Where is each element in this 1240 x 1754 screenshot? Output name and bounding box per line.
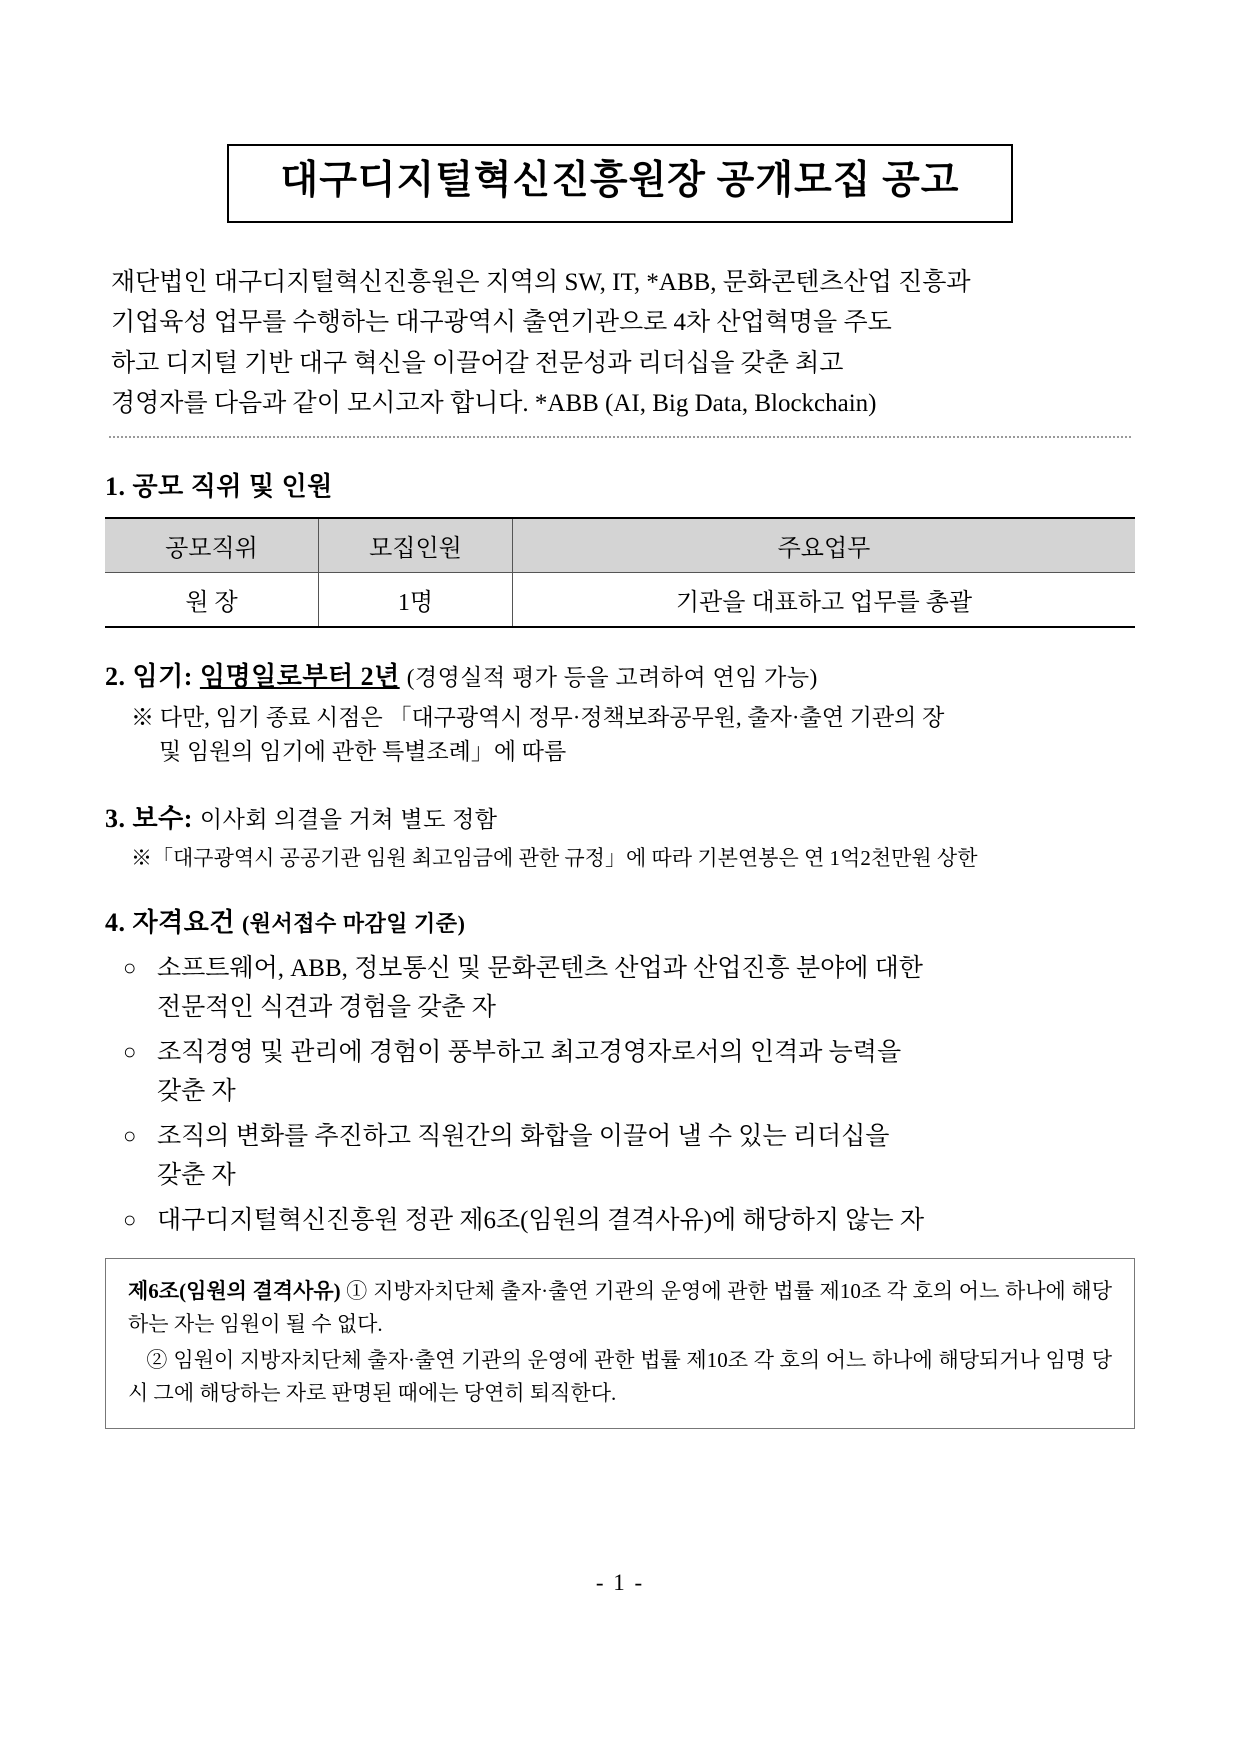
section-4-paren: (원서접수 마감일 기준) xyxy=(241,911,466,937)
section-4-heading xyxy=(105,902,1135,939)
bullet-circle-icon: ○ xyxy=(123,955,137,981)
bullet-circle-icon: ○ xyxy=(123,1123,137,1149)
list-item xyxy=(123,1117,1135,1195)
list-item-line: 대구디지털혁신진흥원 정관 제6조(임원의 결격사유)에 해당하지 않는 자 xyxy=(157,1207,925,1235)
list-item-text xyxy=(157,1201,1135,1240)
table-row xyxy=(105,572,1135,627)
table-header-count: 모집인원 xyxy=(319,518,513,573)
intro-line-2 xyxy=(111,303,1129,344)
intro-line-4-text: 경영자를 다음과 같이 모시고자 합니다. *ABB (AI, Big Data, Blockchain) xyxy=(111,390,877,418)
intro-line-2-text: 기업육성 업무를 수행하는 대구광역시 출연기관으로 4차 산업혁명을 주도 xyxy=(111,309,892,337)
intro-paragraph xyxy=(105,263,1135,425)
intro-line-3-text: 하고 디지털 기반 대구 혁신을 이끌어갈 전문성과 리더십을 갖춘 최고 xyxy=(111,349,844,377)
section-2-label: 임기: xyxy=(132,661,193,691)
intro-line-1-text: 재단법인 대구디지털혁신진흥원은 지역의 SW, IT, *ABB, 문화콘텐츠산업 진흥과 xyxy=(111,268,971,296)
list-item-line: 갖춘 자 xyxy=(157,1078,236,1106)
section-4 xyxy=(105,902,1135,1240)
section-2-heading xyxy=(105,656,1135,693)
article-6-label: 제6조(임원의 결격사유) xyxy=(128,1279,341,1304)
list-item-line: 조직경영 및 관리에 경험이 풍부하고 최고경영자로서의 인격과 능력을 xyxy=(157,1039,902,1067)
article-6-paragraph-2 xyxy=(128,1344,1112,1409)
intro-line-4 xyxy=(111,384,1129,425)
section-1 xyxy=(105,466,1135,628)
section-3-number: 3. xyxy=(105,803,126,833)
list-item-line: 전문적인 식견과 경험을 갖춘 자 xyxy=(157,994,496,1022)
dotted-divider xyxy=(109,435,1131,438)
intro-line-1 xyxy=(111,263,1129,304)
title-box xyxy=(227,144,1014,223)
intro-line-3 xyxy=(111,344,1129,385)
cell-count: 1명 xyxy=(319,572,513,627)
section-3 xyxy=(105,798,1135,875)
section-1-heading: 1. 공모 직위 및 인원 xyxy=(105,471,333,501)
list-item xyxy=(123,1033,1135,1111)
section-2-number: 2. xyxy=(105,661,126,691)
list-item xyxy=(123,949,1135,1027)
list-item-text xyxy=(157,1033,1135,1111)
list-item xyxy=(123,1201,1135,1240)
page-title: 대구디지털혁신진흥원장 공개모집 공고 xyxy=(280,159,960,202)
section-3-heading xyxy=(105,798,1135,835)
section-2-value: 임명일로부터 2년 xyxy=(199,661,400,691)
table-header-position: 공모직위 xyxy=(105,518,319,573)
list-item-line: 갖춘 자 xyxy=(157,1162,236,1190)
cell-duties: 기관을 대표하고 업무를 총괄 xyxy=(513,572,1136,627)
article-6-paragraph-1 xyxy=(128,1275,1112,1340)
section-2-note-line-1: ※ 다만, 임기 종료 시점은 「대구광역시 정무·정책보좌공무원, 출자·출연 기관의 장 xyxy=(131,704,945,730)
bullet-circle-icon: ○ xyxy=(123,1039,137,1065)
section-3-value: 이사회 의결을 거쳐 별도 정함 xyxy=(199,806,498,832)
page-number: - 1 - xyxy=(595,1570,645,1595)
list-item-line: 소프트웨어, ABB, 정보통신 및 문화콘텐츠 산업과 산업진흥 분야에 대한 xyxy=(157,955,923,983)
list-item-line: 조직의 변화를 추진하고 직원간의 화합을 이끌어 낼 수 있는 리더십을 xyxy=(157,1123,890,1151)
table-header-row xyxy=(105,518,1135,573)
section-4-number: 4. xyxy=(105,908,126,938)
section-3-label: 보수: xyxy=(132,803,193,833)
section-2-note xyxy=(105,701,1135,770)
section-2-note-line-2: 및 임원의 임기에 관한 특별조례」에 따름 xyxy=(159,739,567,765)
section-4-label: 자격요건 xyxy=(132,908,235,938)
table-header-duties: 주요업무 xyxy=(513,518,1136,573)
title-container xyxy=(105,144,1135,223)
position-table xyxy=(105,517,1135,628)
section-2-paren: (경영실적 평가 등을 고려하여 연임 가능) xyxy=(406,664,818,690)
section-2 xyxy=(105,656,1135,770)
article-6-box xyxy=(105,1258,1135,1428)
section-3-note: ※「대구광역시 공공기관 임원 최고임금에 관한 규정」에 따라 기본연봉은 연 1억2천만원 상한 xyxy=(131,845,978,870)
bullet-circle-icon: ○ xyxy=(123,1207,137,1233)
article-6-text-2: ② 임원이 지방자치단체 출자·출연 기관의 운영에 관한 법률 제10조 각 호의 어느 하나에 해당되거나 임명 당시 그에 해당하는 자로 판명된 때에는 당연히 퇴직한다. xyxy=(128,1348,1112,1406)
article-6-text-1: ① 지방자치단체 출자·출연 기관의 운영에 관한 법률 제10조 각 호의 어느 하나에 해당하는 자는 임원이 될 수 없다. xyxy=(128,1279,1113,1336)
list-item-text xyxy=(157,1117,1135,1195)
list-item-text xyxy=(157,949,1135,1027)
qualification-list xyxy=(105,949,1135,1240)
cell-position: 원 장 xyxy=(105,572,319,627)
